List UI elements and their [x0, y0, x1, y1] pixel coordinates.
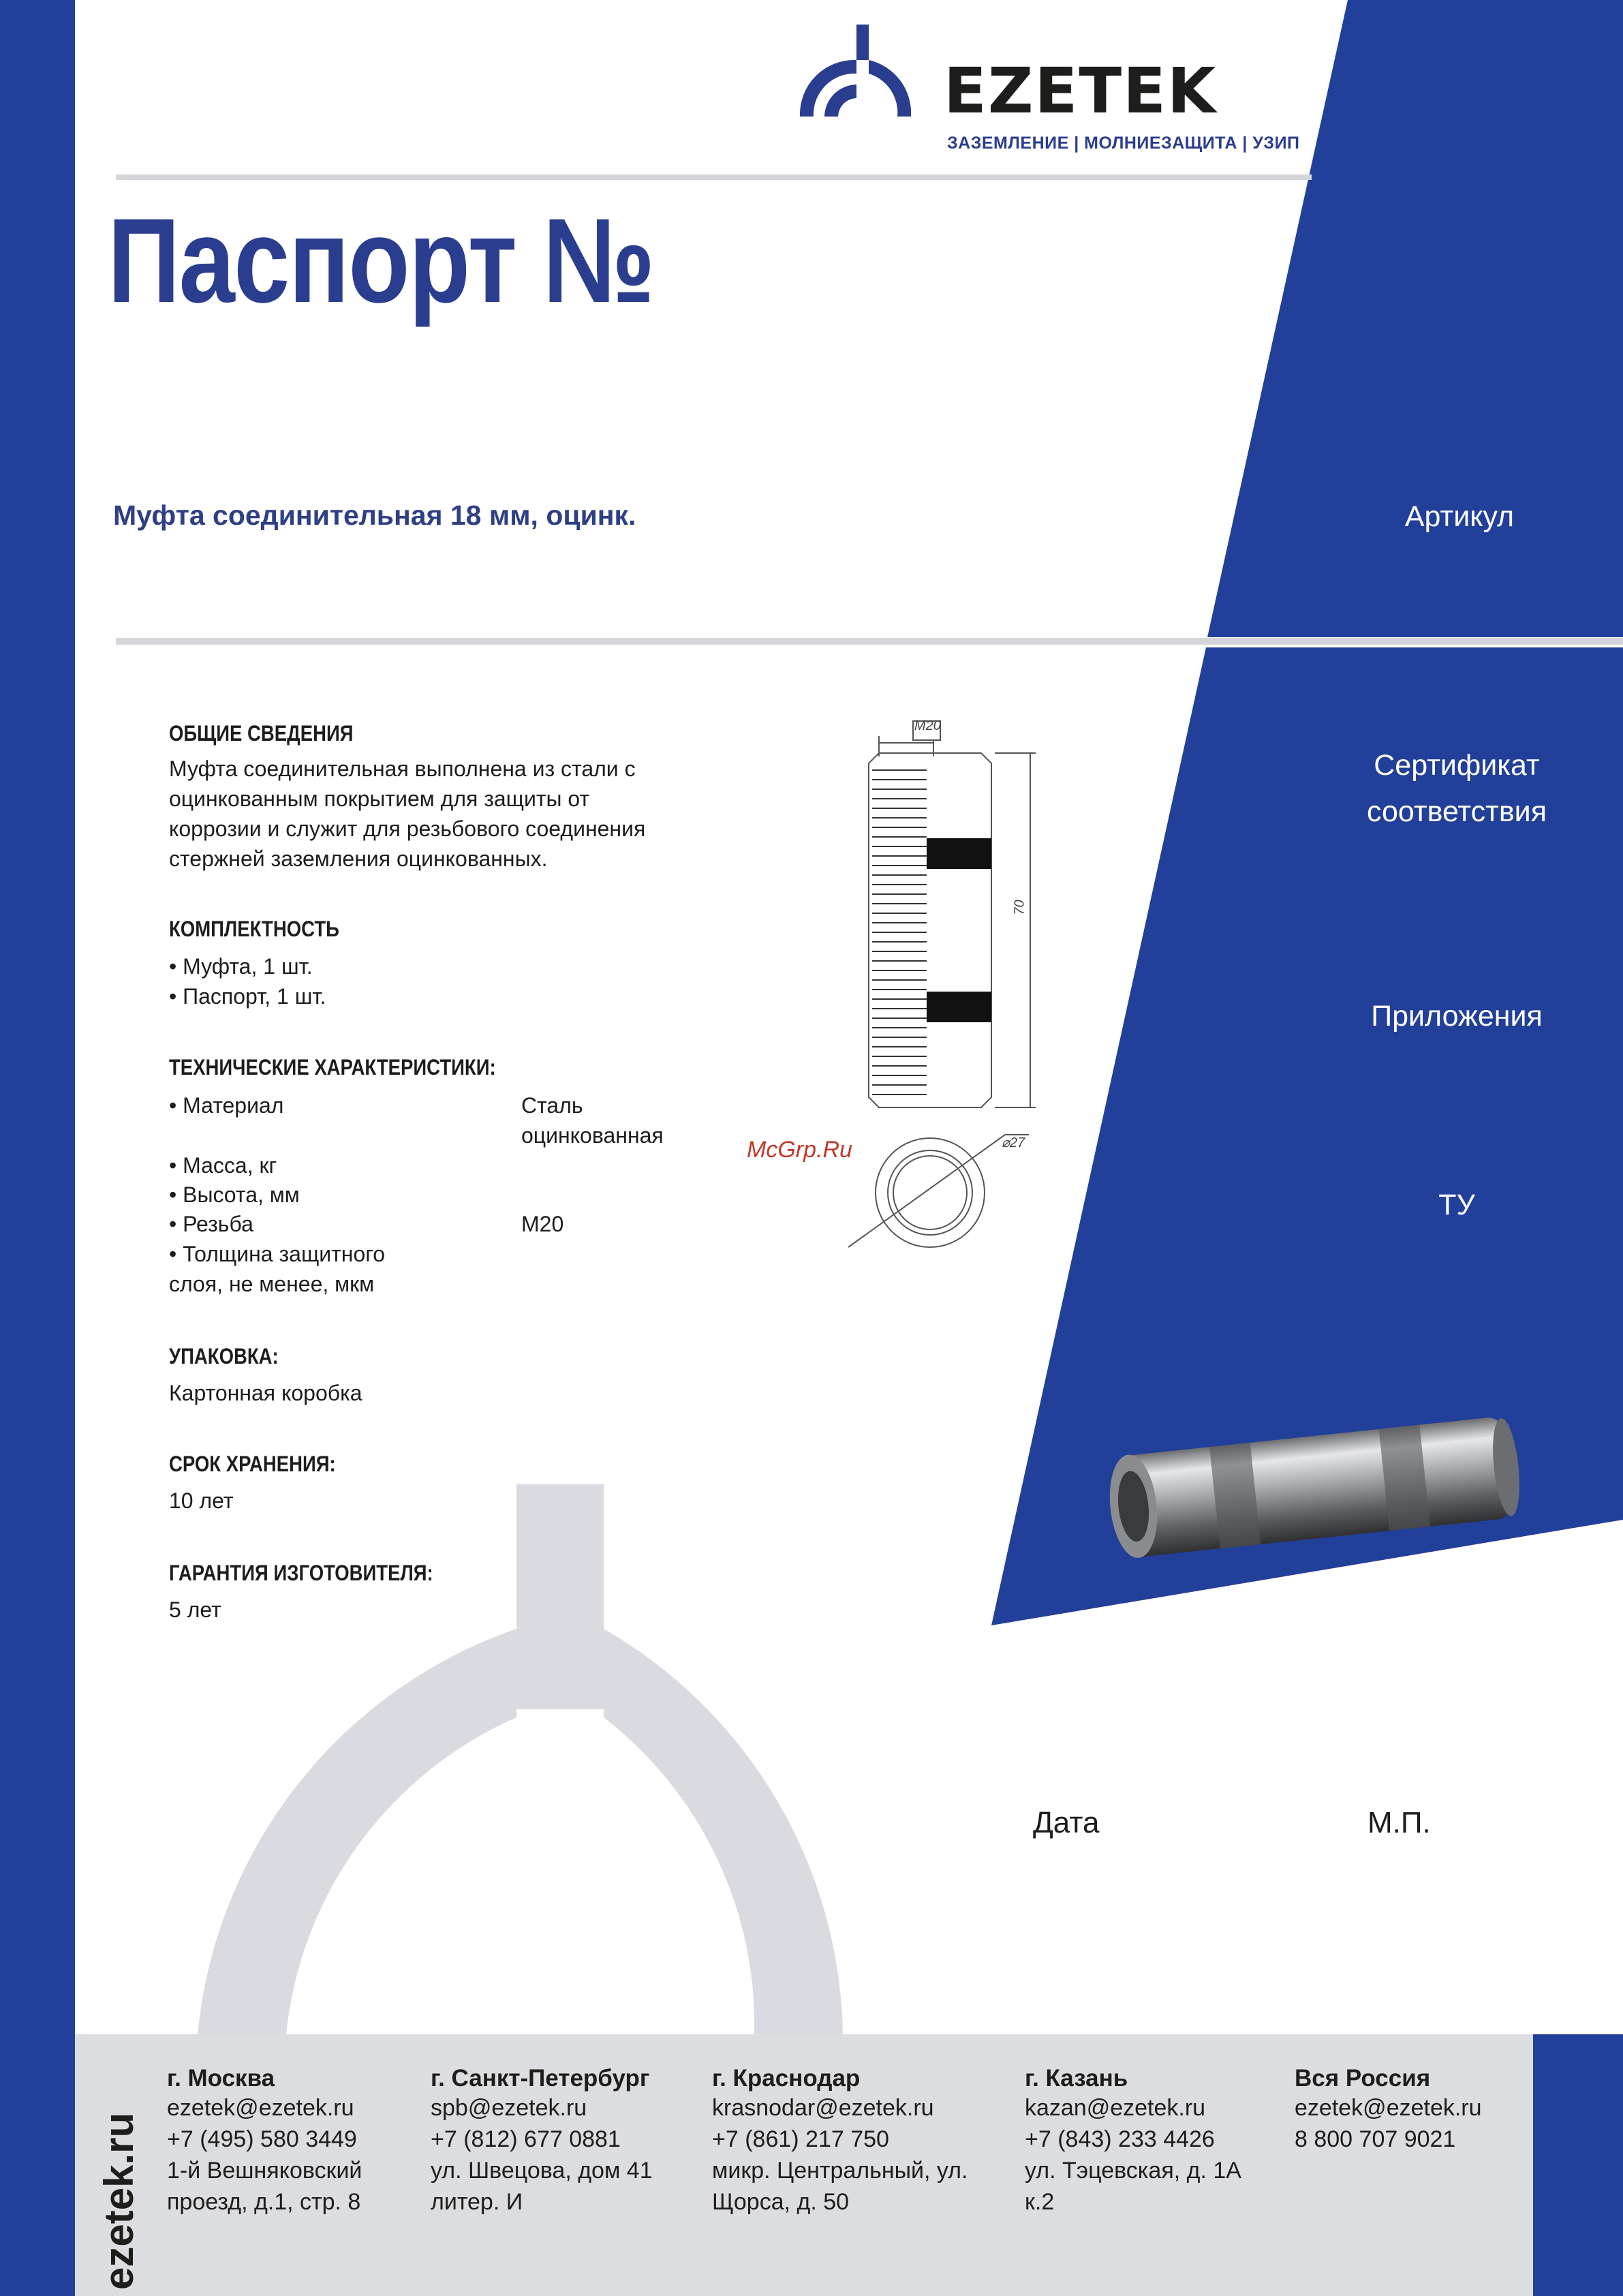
- appendix-label: Приложения: [1371, 1000, 1543, 1032]
- office-email[interactable]: ezetek@ezetek.ru: [1295, 2095, 1482, 2121]
- footer-office-spb: [431, 2065, 653, 2218]
- general-heading: ОБЩИЕ СВЕДЕНИЯ: [169, 721, 354, 746]
- stamp-label: М.П.: [1367, 1806, 1431, 1839]
- kit-heading: КОМПЛЕКТНОСТЬ: [169, 917, 339, 941]
- watermark-text: McGrp.Ru: [747, 1137, 852, 1163]
- footer-office-kazan: [1025, 2065, 1241, 2218]
- warranty-heading: ГАРАНТИЯ ИЗГОТОВИТЕЛЯ:: [169, 1561, 433, 1585]
- spec-thread-label: • Резьба: [169, 1212, 253, 1236]
- storage-text: 10 лет: [169, 1488, 234, 1513]
- general-line: стержней заземления оцинкованных.: [169, 846, 548, 871]
- knurl-band: [927, 992, 991, 1022]
- spec-coating-label: • Толщина защитного: [169, 1242, 386, 1266]
- office-email[interactable]: krasnodar@ezetek.ru: [712, 2095, 934, 2121]
- brand-logo-icon: [799, 25, 911, 117]
- general-line: оцинкованным покрытием для защиты от: [169, 786, 590, 811]
- header-divider: [116, 174, 1312, 180]
- office-email[interactable]: spb@ezetek.ru: [431, 2095, 587, 2121]
- spec-material-value: оцинкованная: [521, 1123, 664, 1148]
- office-city: г. Краснодар: [712, 2065, 861, 2092]
- office-phone[interactable]: 8 800 707 9021: [1295, 2126, 1456, 2152]
- spec-coating-label: слоя, не менее, мкм: [169, 1272, 375, 1296]
- product-name: Муфта соединительная 18 мм, оцинк.: [113, 500, 636, 531]
- footer-domain[interactable]: ezetek.ru: [96, 2112, 142, 2290]
- drawing-diameter-label: ⌀27: [1002, 1135, 1025, 1150]
- spec-material-label: • Материал: [169, 1093, 284, 1118]
- storage-heading: СРОК ХРАНЕНИЯ:: [169, 1452, 336, 1476]
- date-label: Дата: [1033, 1806, 1100, 1839]
- office-address: микр. Центральный, ул.: [712, 2158, 968, 2184]
- coupling-technical-drawing: [838, 709, 1070, 1268]
- spec-thread-value: М20: [521, 1212, 564, 1236]
- office-phone[interactable]: +7 (812) 677 0881: [431, 2126, 621, 2152]
- left-blue-stripe: [0, 0, 75, 2296]
- office-address: ул. Швецова, дом 41: [431, 2158, 653, 2184]
- specs-heading: ТЕХНИЧЕСКИЕ ХАРАКТЕРИСТИКИ:: [169, 1055, 496, 1080]
- brand-tagline: ЗАЗЕМЛЕНИЕ | МОЛНИЕЗАЩИТА | УЗИП: [947, 134, 1300, 153]
- kit-list: [169, 951, 326, 1011]
- office-phone[interactable]: +7 (861) 217 750: [712, 2126, 889, 2152]
- knurl-band: [927, 838, 991, 869]
- office-email[interactable]: kazan@ezetek.ru: [1025, 2095, 1206, 2121]
- footer-office-krasnodar: [712, 2065, 968, 2218]
- office-city: Вся Россия: [1295, 2065, 1431, 2092]
- certificate-label-line2: соответствия: [1367, 795, 1547, 828]
- office-address: 1-й Вешняковский: [167, 2158, 362, 2184]
- office-city: г. Санкт-Петербург: [431, 2065, 650, 2092]
- spec-material-value: Сталь: [521, 1093, 583, 1118]
- office-phone[interactable]: +7 (843) 233 4426: [1025, 2126, 1215, 2152]
- office-email[interactable]: ezetek@ezetek.ru: [167, 2095, 354, 2121]
- office-city: г. Казань: [1025, 2065, 1128, 2092]
- footer-right-blue: [1533, 2034, 1623, 2296]
- drawing-height-label: 70: [1012, 900, 1027, 915]
- office-city: г. Москва: [167, 2065, 275, 2092]
- general-text: [169, 754, 782, 874]
- spec-mass-label: • Масса, кг: [169, 1153, 277, 1178]
- general-line: коррозии и служит для резьбового соединения: [169, 816, 646, 841]
- general-line: Муфта соединительная выполнена из стали с: [169, 756, 636, 781]
- office-phone[interactable]: +7 (495) 580 3449: [167, 2126, 357, 2152]
- article-label: Артикул: [1404, 500, 1515, 533]
- packaging-text: Картонная коробка: [169, 1381, 362, 1405]
- drawing-thread-label: M20: [914, 718, 941, 733]
- office-address: Щорса, д. 50: [712, 2189, 850, 2215]
- office-address: литер. И: [431, 2189, 523, 2215]
- product-divider: [116, 638, 1623, 645]
- tu-label: ТУ: [1438, 1189, 1475, 1221]
- footer-office-russia: [1295, 2065, 1482, 2155]
- footer-office-moscow: [167, 2065, 362, 2218]
- packaging-heading: УПАКОВКА:: [169, 1344, 279, 1368]
- office-address: проезд, д.1, стр. 8: [167, 2189, 361, 2215]
- list-item: • Паспорт, 1 шт.: [169, 984, 326, 1009]
- thread-hatch: [872, 770, 927, 1095]
- page-title: Паспорт №: [108, 194, 654, 328]
- spec-height-label: • Высота, мм: [169, 1182, 300, 1207]
- office-address: к.2: [1025, 2189, 1055, 2215]
- brand-name: EZETEK: [944, 55, 1218, 127]
- warranty-text: 5 лет: [169, 1597, 221, 1622]
- coupling-photo: [1098, 1408, 1548, 1565]
- list-item: • Муфта, 1 шт.: [169, 954, 313, 979]
- certificate-label-line1: Сертификат: [1374, 749, 1540, 782]
- office-address: ул. Тэцевская, д. 1А: [1025, 2158, 1241, 2184]
- right-blue-panel-upper: [1207, 0, 1623, 637]
